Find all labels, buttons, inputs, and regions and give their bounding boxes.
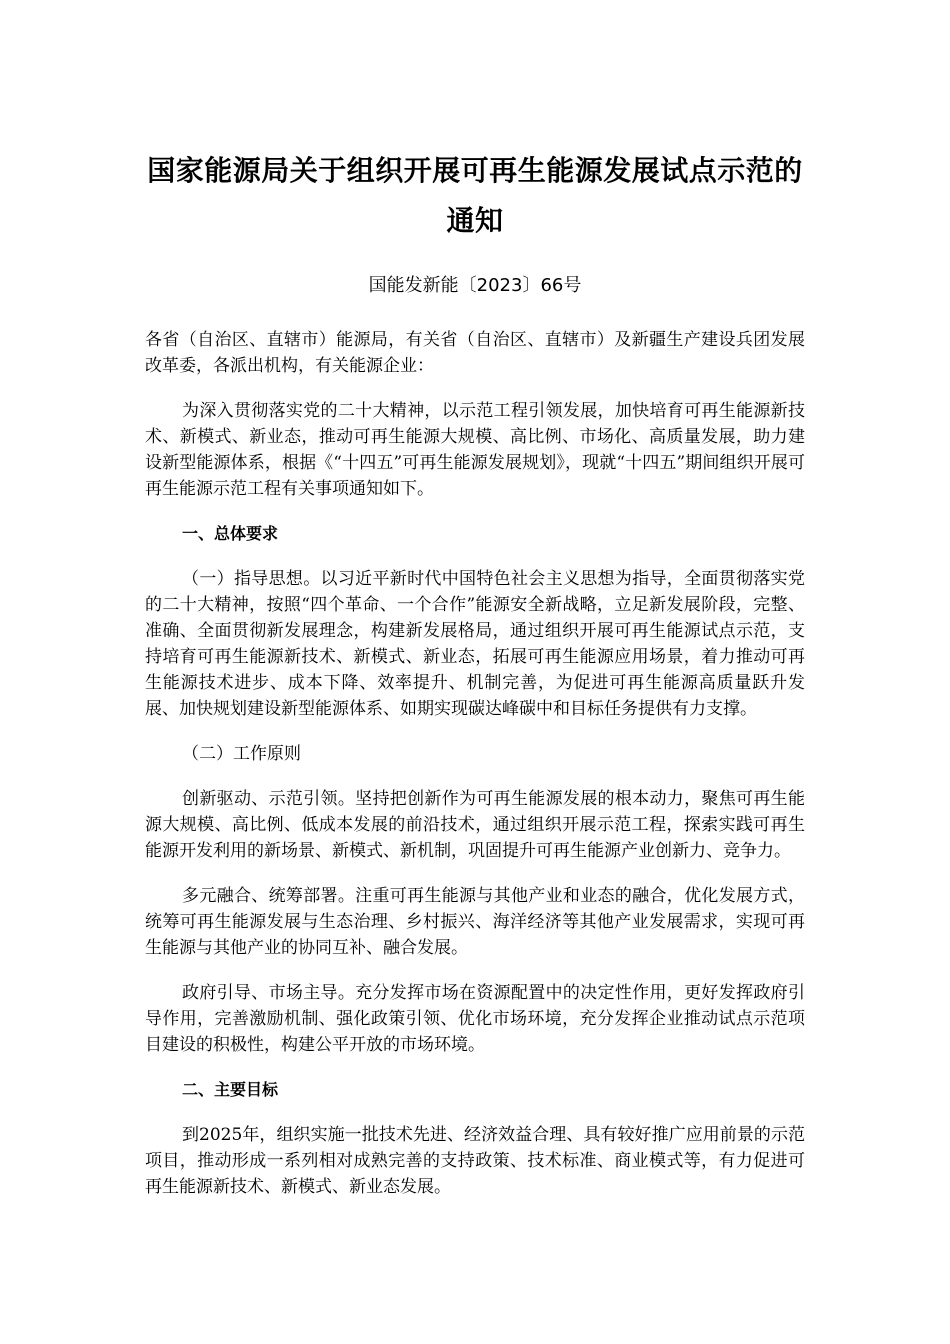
intro-paragraph: 为深入贯彻落实党的二十大精神，以示范工程引领发展，加快培育可再生能源新技术、新模式、新业态，推动可再生能源大规模、高比例、市场化、高质量发展，助力建设新型能源体系，根据《“十四五”可再生能源发展规划》，现就“十四五”期间组织开展可再生能源示范工程有关事项通知如下。: [145, 401, 805, 499]
salutation-paragraph: 各省（自治区、直辖市）能源局，有关省（自治区、直辖市）及新疆生产建设兵团发展改革委，各派出机构，有关能源企业：: [145, 330, 805, 376]
principle-government-paragraph: 政府引导、市场主导。充分发挥市场在资源配置中的决定性作用，更好发挥政府引导作用，完善激励机制、强化政策引领、优化市场环境，充分发挥企业推动试点示范项目建设的积极性，构建公平开放的市场环境。: [145, 983, 805, 1055]
document-body: [145, 327, 805, 1219]
section-heading-general-requirements: 一、总体要求: [182, 524, 279, 543]
work-principles-label: （二）工作原则: [182, 744, 301, 764]
goal-2025-paragraph: 到2025年，组织实施一批技术先进、经济效益合理、具有较好推广应用前景的示范项目，推动形成一系列相对成熟完善的支持政策、技术标准、商业模式等，有力促进可再生能源新技术、新模式、新业态发展。: [145, 1125, 805, 1197]
principle-innovation-paragraph: 创新驱动、示范引领。坚持把创新作为可再生能源发展的根本动力，聚焦可再生能源大规模、高比例、低成本发展的前沿技术，通过组织开展示范工程，探索实践可再生能源开发利用的新场景、新模式、新机制，巩固提升可再生能源产业创新力、竞争力。: [145, 789, 805, 861]
principle-integration-paragraph: 多元融合、统筹部署。注重可再生能源与其他产业和业态的融合，优化发展方式，统筹可再生能源发展与生态治理、乡村振兴、海洋经济等其他产业发展需求，实现可再生能源与其他产业的协同互补、融合发展。: [145, 886, 805, 958]
document-number: 国能发新能〔2023〕66号: [368, 275, 582, 296]
guiding-thought-paragraph: （一）指导思想。以习近平新时代中国特色社会主义思想为指导，全面贯彻落实党的二十大精神，按照“四个革命、一个合作”能源安全新战略，立足新发展阶段，完整、准确、全面贯彻新发展理念，构建新发展格局，通过组织开展可再生能源试点示范，支持培育可再生能源新技术、新模式、新业态，拓展可再生能源应用场景，着力推动可再生能源技术进步、成本下降、效率提升、机制完善，为促进可再生能源高质量跃升发展、加快规划建设新型能源体系、如期实现碳达峰碳中和目标任务提供有力支撑。: [145, 569, 805, 719]
document-title: 国家能源局关于组织开展可再生能源发展试点示范的通知: [147, 154, 803, 237]
section-heading-main-goals: 二、主要目标: [182, 1080, 279, 1099]
